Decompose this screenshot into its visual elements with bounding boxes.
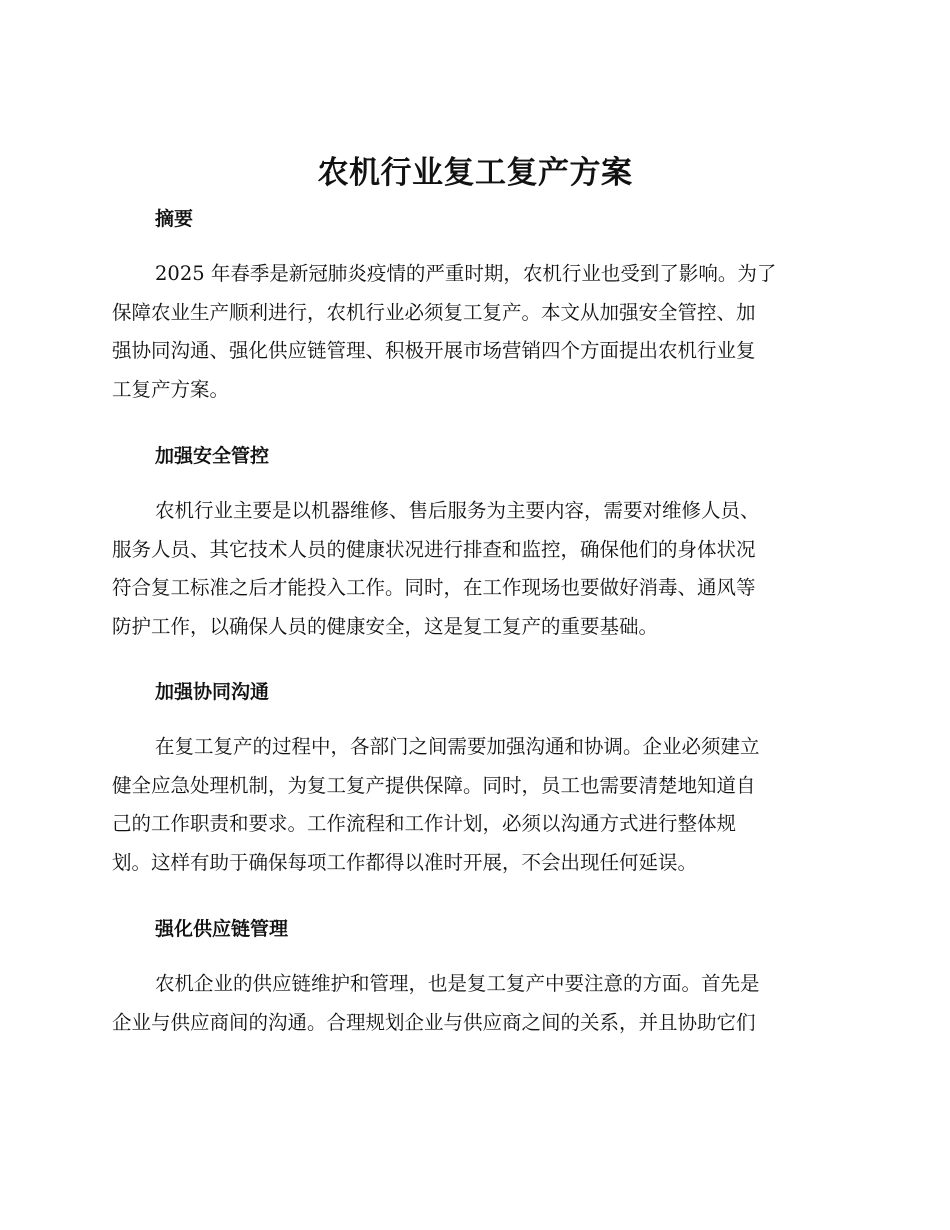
paragraph-line: 健全应急处理机制，为复工复产提供保障。同时，员工也需要清楚地知道自 [112,773,756,797]
paragraph-line: 己的工作职责和要求。工作流程和工作计划，必须以沟通方式进行整体规 [112,812,737,835]
section-heading-abstract: 摘要 [155,208,194,230]
section-paragraph-supply-chain [112,965,832,1042]
paragraph-line: 在复工复产的过程中，各部门之间需要加强沟通和协调。企业必须建立 [155,735,760,758]
paragraph-line: 工复产方案。 [112,377,230,401]
paragraph-line: 企业与供应商间的沟通。合理规划企业与供应商之间的关系，并且协助它们 [112,1010,756,1034]
paragraph-line: 防护工作，以确保人员的健康安全，这是复工复产的重要基础。 [112,614,659,638]
paragraph-line: 划。这样有助于确保每项工作都得以准时开展，不会出现任何延误。 [112,850,698,874]
section-heading-communication: 加强协同沟通 [155,681,270,703]
document-title: 农机行业复工复产方案 [317,155,633,191]
section-paragraph-communication [112,728,832,882]
paragraph-line: 农机企业的供应链维护和管理，也是复工复产中要注意的方面。首先是 [155,972,760,995]
section-heading-supply-chain: 强化供应链管理 [155,918,289,940]
paragraph-line: 农机行业主要是以机器维修、售后服务为主要内容，需要对维修人员、 [155,499,760,522]
paragraph-line: 强协同沟通、强化供应链管理、积极开展市场营销四个方面提出农机行业复 [112,339,756,362]
paragraph-line: 符合复工标准之后才能投入工作。同时，在工作现场也要做好消毒、通风等 [112,576,756,599]
paragraph-line: 保障农业生产顺利进行，农机行业必须复工复产。本文从加强安全管控、加 [112,300,756,324]
paragraph-line: 2025 年春季是新冠肺炎疫情的严重时期，农机行业也受到了影响。为了 [155,262,777,285]
section-paragraph-abstract [112,255,832,409]
section-heading-safety: 加强安全管控 [155,445,270,467]
paragraph-line: 服务人员、其它技术人员的健康状况进行排查和监控，确保他们的身体状况 [112,537,756,561]
section-paragraph-safety [112,492,832,646]
